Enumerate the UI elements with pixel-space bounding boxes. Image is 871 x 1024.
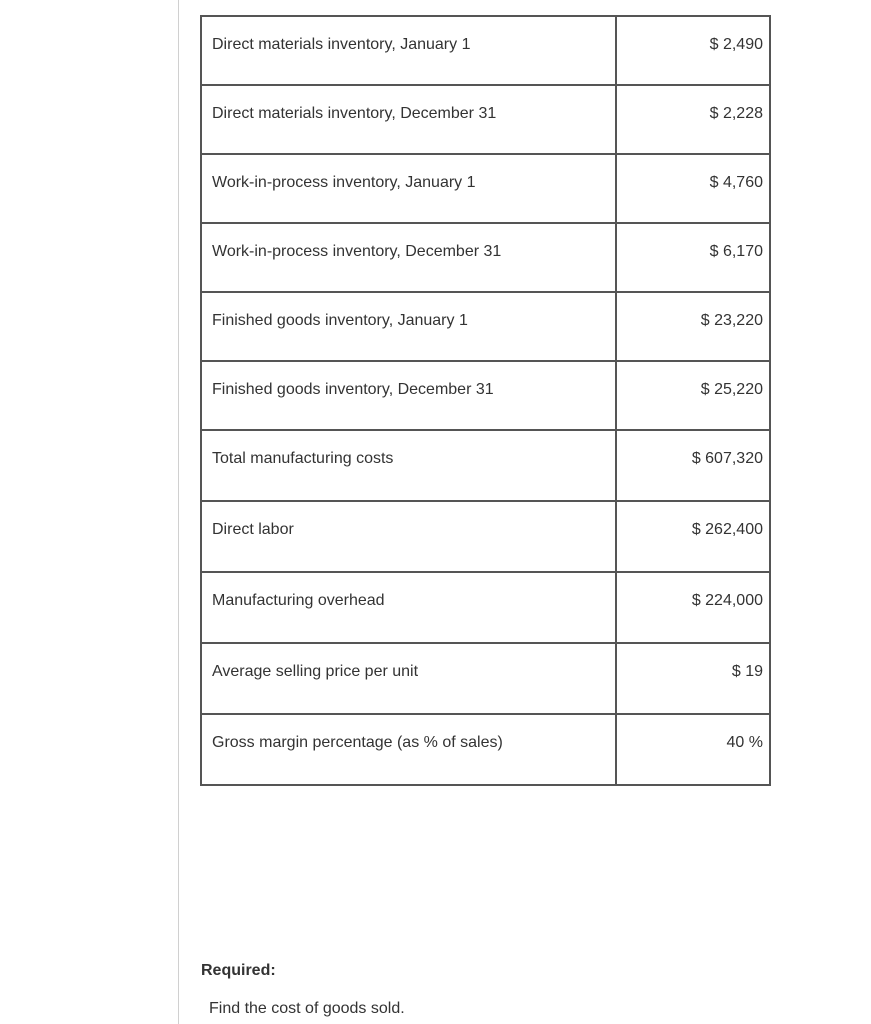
row-label: Finished goods inventory, December 31 xyxy=(201,361,616,430)
table-row xyxy=(201,223,770,292)
row-value: $ 19 xyxy=(616,643,770,714)
table-row xyxy=(201,292,770,361)
row-label: Direct materials inventory, December 31 xyxy=(201,85,616,154)
row-value: $ 607,320 xyxy=(616,430,770,501)
row-label: Average selling price per unit xyxy=(201,643,616,714)
row-label: Direct labor xyxy=(201,501,616,572)
row-value: $ 25,220 xyxy=(616,361,770,430)
row-value: $ 23,220 xyxy=(616,292,770,361)
row-label: Direct materials inventory, January 1 xyxy=(201,16,616,85)
required-heading: Required: xyxy=(201,962,276,979)
row-value: $ 224,000 xyxy=(616,572,770,643)
table-row xyxy=(201,16,770,85)
row-value: 40 % xyxy=(616,714,770,785)
table-row xyxy=(201,154,770,223)
data-table xyxy=(200,15,771,786)
row-value: $ 2,490 xyxy=(616,16,770,85)
row-label: Work-in-process inventory, December 31 xyxy=(201,223,616,292)
row-label: Finished goods inventory, January 1 xyxy=(201,292,616,361)
table-row xyxy=(201,501,770,572)
row-label: Total manufacturing costs xyxy=(201,430,616,501)
row-label: Gross margin percentage (as % of sales) xyxy=(201,714,616,785)
table-row xyxy=(201,430,770,501)
row-value: $ 6,170 xyxy=(616,223,770,292)
table-row xyxy=(201,714,770,785)
question-text: Find the cost of goods sold. xyxy=(209,1000,405,1017)
row-value: $ 4,760 xyxy=(616,154,770,223)
table-row xyxy=(201,572,770,643)
row-label: Manufacturing overhead xyxy=(201,572,616,643)
table-row xyxy=(201,361,770,430)
table-row xyxy=(201,643,770,714)
left-divider xyxy=(178,0,179,1024)
row-value: $ 2,228 xyxy=(616,85,770,154)
row-label: Work-in-process inventory, January 1 xyxy=(201,154,616,223)
table-row xyxy=(201,85,770,154)
row-value: $ 262,400 xyxy=(616,501,770,572)
